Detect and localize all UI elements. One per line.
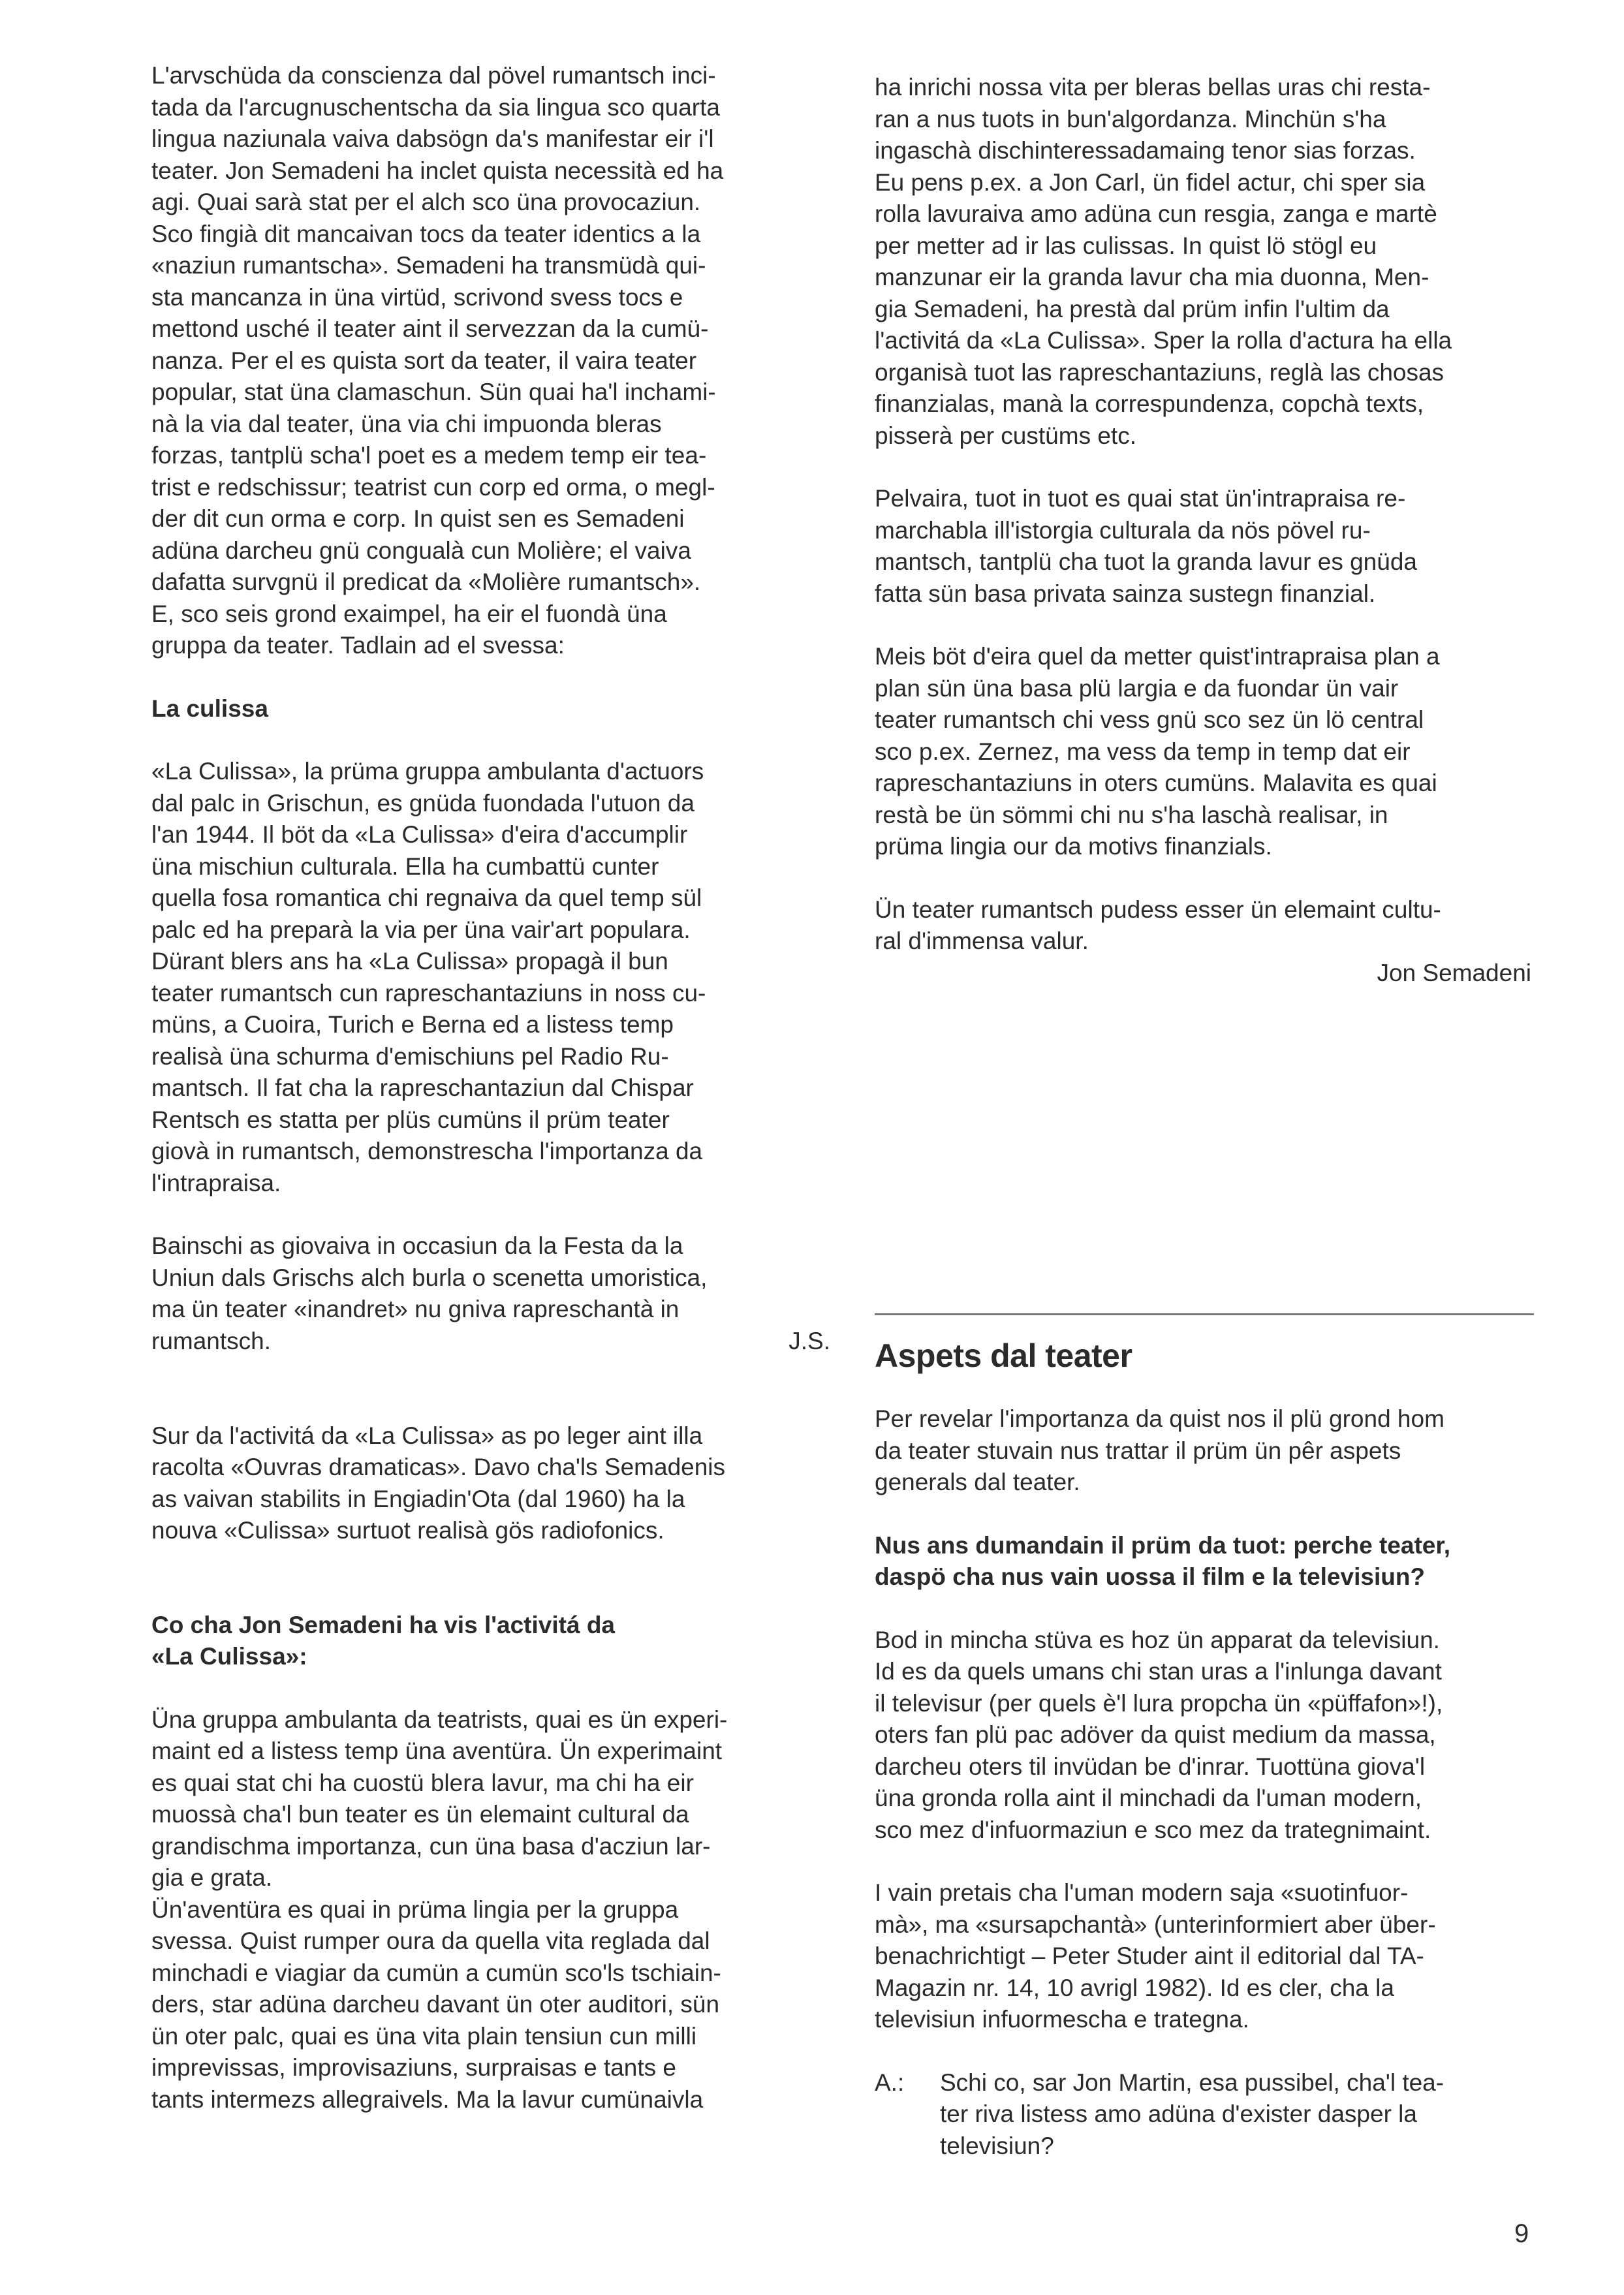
text-line: ran a nus tuots in bun'algordanza. Minchün s'ha <box>875 105 1386 133</box>
text-line: minchadi e viagiar da cumün a cumün sco'ls tschiain- <box>151 1959 721 1986</box>
vis-paragraph <box>151 1704 830 2116</box>
text-line: as vaivan stabilits in Engiadin'Ota (dal 1960) ha la <box>151 1485 685 1512</box>
vis-heading <box>151 1610 830 1673</box>
text-line: Dürant blers ans ha «La Culissa» propagà il bun <box>151 948 668 975</box>
text-line: I vain pretais cha l'uman modern saja «suotinfuor- <box>875 1879 1409 1906</box>
text-line: Uniun dals Grischs alch burla o scenetta umoristica, <box>151 1264 708 1291</box>
continuation-paragraph <box>875 72 1548 452</box>
text-line: ral d'immensa valur. <box>875 928 1089 954</box>
text-line: rumantsch. <box>151 1327 272 1354</box>
text-line: svessa. Quist rumper oura da quella vita reglada dal <box>151 1928 710 1954</box>
text-line: da teater stuvain nus trattar il prüm ün pêr aspets <box>875 1437 1401 1464</box>
text-line: mantsch, tantplü cha tuot la granda lavur es gnüda <box>875 548 1417 575</box>
text-line: racolta «Ouvras dramaticas». Davo cha'ls Semadenis <box>151 1454 726 1480</box>
text-line: generals dal teater. <box>875 1469 1080 1495</box>
text-line: Bainschi as giovaiva in occasiun da la Festa da la <box>151 1232 683 1259</box>
text-line: popular, stat üna clamaschun. Sün quai ha'l inchami- <box>151 379 716 405</box>
text-line: üna gronda rolla aint il minchadi da l'uman modern, <box>875 1785 1422 1811</box>
aspets-section <box>875 1403 1548 2162</box>
text-line: oters fan plü pac adöver da quist medium da massa, <box>875 1721 1436 1748</box>
text-line: teater rumantsch chi vess gnü sco sez ün lö central <box>875 706 1424 733</box>
text-line: daspö cha nus vain uossa il film e la televisiun? <box>875 1563 1426 1590</box>
question-text <box>940 2067 1548 2162</box>
text-line: Sco fingià dit mancaivan tocs da teater identics a la <box>151 220 701 247</box>
text-line: «La Culissa»: <box>151 1643 307 1670</box>
culissa-heading: La culissa <box>151 695 268 722</box>
text-line: rapreschantaziuns in oters cumüns. Malavita es quai <box>875 770 1437 796</box>
aspets-question <box>875 1530 1548 1593</box>
text-line: manzunar eir la granda lavur cha mia duonna, Men- <box>875 264 1429 290</box>
text-line: der dit cun orma e corp. In quist sen es Semadeni <box>151 505 685 532</box>
text-line: fatta sün basa privata sainza sustegn finanzial. <box>875 580 1376 607</box>
text-line: l'activitá da «La Culissa». Sper la rolla d'actura ha ella <box>875 327 1452 354</box>
text-line: L'arvschüda da conscienza dal pövel rumantsch inci- <box>151 62 716 89</box>
text-line: maint ed a listess temp üna aventüra. Ün experimaint <box>151 1738 723 1764</box>
text-line: Pelvaira, tuot in tuot es quai stat ün'intrapraisa re- <box>875 485 1406 512</box>
section-divider <box>875 1313 1534 1315</box>
text-line: sco p.ex. Zernez, ma vess da temp in temp dat eir <box>875 738 1411 765</box>
text-line: ders, star adüna darcheu davant ün oter auditori, sün <box>151 1991 720 2018</box>
text-line: Ün'aventüra es quai in prüma lingia per la gruppa <box>151 1896 679 1923</box>
text-line: il televisur (per quels è'l lura propcha ün «püffafon»!), <box>875 1689 1443 1717</box>
text-line: tants intermezs allegraivels. Ma la lavur cumünaivla <box>151 2085 704 2113</box>
text-line: realisà üna schurma d'emischiuns pel Radio Ru- <box>151 1042 669 1070</box>
text-line: palc ed ha preparà la via per üna vair'art populara. <box>151 916 691 943</box>
bainschi-paragraph <box>151 1230 830 1358</box>
text-line: Co cha Jon Semadeni ha vis l'activitá da <box>151 1611 615 1638</box>
text-line: dafatta survgnü il predicat da «Molière rumantsch». <box>151 569 701 595</box>
text-line: organisà tuot las rapreschantaziuns, reglà las chosas <box>875 358 1444 386</box>
text-line: Eu pens p.ex. a Jon Carl, ün fidel actur, chi sper sia <box>875 168 1426 196</box>
text-line: müns, a Cuoira, Turich e Berna ed a listess temp <box>151 1011 674 1038</box>
question-label: A.: <box>875 2069 905 2096</box>
text-line: Sur da l'activitá da «La Culissa» as po leger aint illa <box>151 1422 703 1449</box>
text-line: muossà cha'l bun teater es ün elemaint cultural da <box>151 1801 689 1828</box>
text-line: forzas, tantplü scha'l poet es a medem temp eir tea- <box>151 442 707 469</box>
text-line: agi. Quai sarà stat per el alch sco üna provocaziun. <box>151 189 701 215</box>
text-line: ha inrichi nossa vita per bleras bellas uras chi resta- <box>875 74 1431 101</box>
text-line: gruppa da teater. Tadlain ad el svessa: <box>151 632 565 659</box>
aspets-intro <box>875 1403 1548 1499</box>
text-line: nouva «Culissa» surtuot realisà gös radiofonics. <box>151 1517 664 1544</box>
text-line: ingaschà dischinteressadamaing tenor sias forzas. <box>875 137 1416 164</box>
text-line: es quai stat chi ha cuostü blera lavur, ma chi ha eir <box>151 1769 694 1796</box>
text-line: plan sün üna basa plü largia e da fuondar ün vair <box>875 674 1399 702</box>
bainschi-signature: J.S. <box>789 1328 830 1354</box>
text-line: ün oter palc, quai es üna vita plain tensiun cun milli <box>151 2022 697 2050</box>
text-line: per metter ad ir las culissas. In quist lö stögl eu <box>875 232 1377 259</box>
text-line: tada da l'arcugnuschentscha da sia lingua sco quarta <box>151 93 720 121</box>
text-line: pisserà per custüms etc. <box>875 422 1136 449</box>
text-line: teater rumantsch cun rapreschantaziuns in noss cu- <box>151 979 706 1007</box>
text-line: «La Culissa», la prüma gruppa ambulanta d'actuors <box>151 758 704 785</box>
text-line: restà be ün sömmi chi nu s'ha laschà realisar, in <box>875 801 1388 828</box>
text-line: prüma lingia our da motivs finanzials. <box>875 833 1272 860</box>
sur-paragraph <box>151 1420 830 1547</box>
author-signature: Jon Semadeni <box>1377 959 1531 986</box>
text-line: mettond usché il teater aint il servezzan da la cumü- <box>151 315 709 342</box>
text-line: Id es da quels umans chi stan uras a l'inlunga davant <box>875 1658 1442 1685</box>
text-line: televisiun infuormescha e trategna. <box>875 2006 1249 2033</box>
teater-paragraph <box>875 894 1548 958</box>
text-line: E, sco seis grond exaimpel, ha eir el fuondà üna <box>151 600 667 627</box>
text-line: üna mischiun culturala. Ella ha cumbattü cunter <box>151 852 659 880</box>
text-line: Ün teater rumantsch pudess esser ün elemaint cultu- <box>875 896 1441 923</box>
bod-paragraph <box>875 1625 1548 1847</box>
text-line: imprevissas, improvisaziuns, surpraisas e tants e <box>151 2054 677 2081</box>
right-column <box>875 72 1548 989</box>
text-line: grandischma importanza, cun üna basa d'acziun lar- <box>151 1832 711 1860</box>
text-line: sta mancanza in üna virtüd, scrivond svess tocs e <box>151 283 683 311</box>
text-line: sco mez d'infuormaziun e sco mez da trategnimaint. <box>875 1816 1431 1843</box>
text-line: gia e grata. <box>151 1864 273 1891</box>
page-number: 9 <box>1514 2219 1529 2248</box>
left-column <box>151 60 830 2147</box>
pelvaira-paragraph <box>875 483 1548 610</box>
section-title: Aspets dal teater <box>875 1337 1132 1374</box>
meis-paragraph <box>875 641 1548 863</box>
text-line: mantsch. Il fat cha la rapreschantaziun dal Chispar <box>151 1074 694 1101</box>
text-line: nanza. Per el es quista sort da teater, il vaira teater <box>151 347 697 374</box>
text-line: Meis böt d'eira quel da metter quist'intrapraisa plan a <box>875 643 1440 670</box>
text-line: Per revelar l'importanza da quist nos il plü grond hom <box>875 1405 1444 1432</box>
text-line: adüna darcheu gnü congualà cun Molière; el vaiva <box>151 537 691 564</box>
text-line: finanzialas, manà la correspundenza, copchà texts, <box>875 390 1424 417</box>
text-line: Nus ans dumandain il prüm da tuot: perche teater, <box>875 1531 1450 1559</box>
text-line: televisiun? <box>940 2132 1054 2159</box>
text-line: teater. Jon Semadeni ha inclet quista necessità ed ha <box>151 157 724 184</box>
text-line: rolla lavuraiva amo adüna cun resgia, zanga e martè <box>875 200 1437 227</box>
pretais-paragraph <box>875 1877 1548 2036</box>
text-line: ter riva listess amo adüna d'exister dasper la <box>940 2100 1417 2127</box>
text-line: trist e redschissur; teatrist cun corp ed orma, o megl- <box>151 473 715 501</box>
text-line: dal palc in Grischun, es gnüda fuondada l'utuon da <box>151 789 695 817</box>
text-line: Rentsch es statta per plüs cumüns il prüm teater <box>151 1106 670 1133</box>
text-line: ma ün teater «inandret» nu gniva rapreschantà in <box>151 1296 679 1322</box>
text-line: benachrichtigt – Peter Studer aint il editorial dal TA- <box>875 1943 1424 1969</box>
text-line: lingua naziunala vaiva dabsögn da's manifestar eir i'l <box>151 125 714 152</box>
text-line: Magazin nr. 14, 10 avrigl 1982). Id es cler, cha la <box>875 1974 1394 2001</box>
text-line: Bod in mincha stüva es hoz ün apparat da televisiun. <box>875 1626 1440 1653</box>
text-line: Schi co, sar Jon Martin, esa pussibel, cha'l tea- <box>940 2069 1444 2096</box>
culissa-paragraph <box>151 756 830 1199</box>
text-line: darcheu oters til invüdan be d'inrar. Tuottüna giova'l <box>875 1753 1426 1780</box>
interview-question <box>875 2067 1548 2162</box>
text-line: «naziun rumantscha». Semadeni ha transmüdà qui- <box>151 252 706 279</box>
text-line: l'intrapraisa. <box>151 1169 281 1196</box>
text-line: giovà in rumantsch, demonstrescha l'importanza da <box>151 1138 703 1164</box>
text-line: nà la via dal teater, üna via chi impuonda bleras <box>151 410 662 437</box>
text-line: mà», ma «sursapchantà» (unterinformiert aber über- <box>875 1911 1436 1938</box>
text-line: gia Semadeni, ha prestà dal prüm infin l'ultim da <box>875 295 1390 322</box>
intro-paragraph <box>151 60 830 662</box>
text-line: l'an 1944. Il böt da «La Culissa» d'eira d'accumplir <box>151 821 688 848</box>
text-line: Üna gruppa ambulanta da teatrists, quai es ün experi- <box>151 1706 728 1733</box>
text-line: marchabla ill'istorgia culturala da nös pövel ru- <box>875 516 1371 544</box>
text-line: quella fosa romantica chi regnaiva da quel temp sül <box>151 884 702 911</box>
